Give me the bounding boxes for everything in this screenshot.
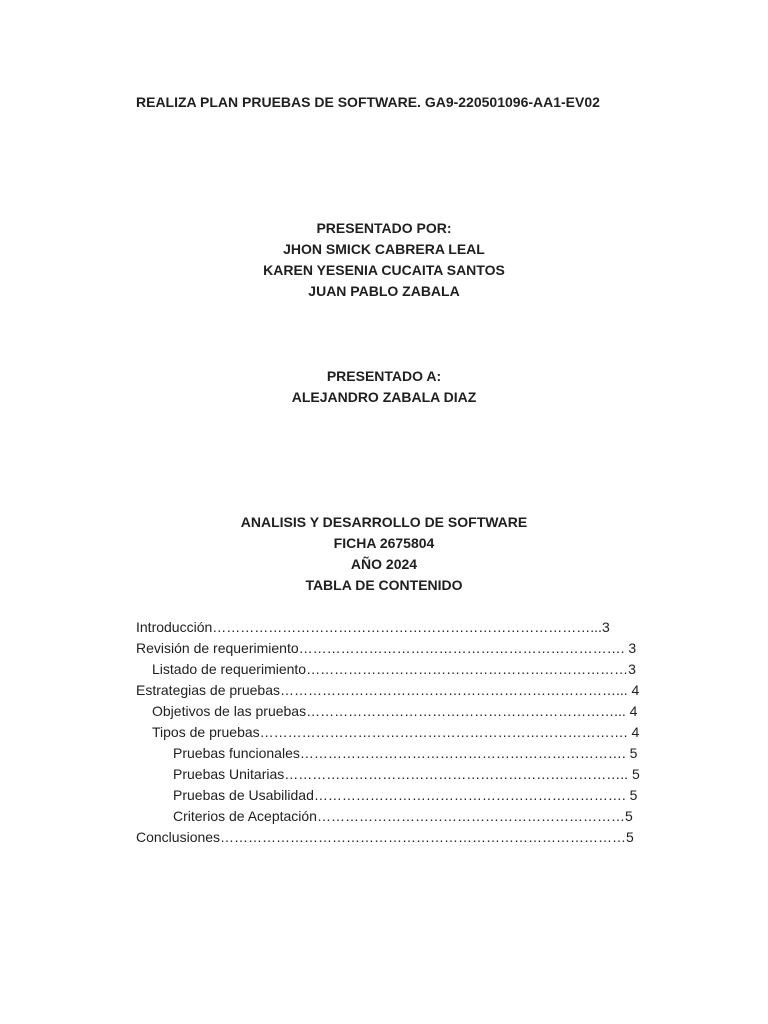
toc-entry-criterios-aceptacion[interactable]: Criterios de Aceptación…………………………………………………………5: [173, 808, 633, 824]
presented-to-section: [0, 366, 768, 408]
instructor-name: ALEJANDRO ZABALA DIAZ: [291, 389, 477, 405]
toc-entry-objetivos-pruebas[interactable]: Objetivos de las pruebas…………………………………………………………... 4: [152, 703, 638, 719]
toc-heading: TABLA DE CONTENIDO: [305, 577, 463, 593]
toc-entry-listado-requerimiento[interactable]: Listado de requerimiento……………………………………………………………3: [152, 661, 636, 677]
toc-entry-introduccion[interactable]: Introducción………………………………………………………………………...3: [136, 619, 610, 635]
toc-entry-conclusiones[interactable]: Conclusiones……………………………………………………………………………5: [136, 829, 634, 845]
presented-by-section: [0, 218, 768, 302]
toc-entry-estrategias-pruebas[interactable]: Estrategias de pruebas………………………………………………………………... 4: [136, 682, 640, 698]
author-name: KAREN YESENIA CUCAITA SANTOS: [263, 262, 505, 278]
presented-to-heading: PRESENTADO A:: [326, 368, 442, 384]
toc-entry-tipos-pruebas[interactable]: Tipos de pruebas……………………………………………………………………. 4: [152, 724, 640, 740]
toc-entry-pruebas-usabilidad[interactable]: Pruebas de Usabilidad…………………………………………………………. 5: [173, 787, 638, 803]
table-of-contents: [136, 617, 640, 848]
ficha-number: FICHA 2675804: [333, 535, 435, 551]
toc-entry-pruebas-unitarias[interactable]: Pruebas Unitarias……………………………………………………………….. 5: [173, 766, 640, 782]
program-section: [0, 512, 768, 596]
author-name: JHON SMICK CABRERA LEAL: [283, 241, 485, 257]
toc-entry-revision-requerimiento[interactable]: Revisión de requerimiento……………………………………………………………. 3: [136, 640, 637, 656]
author-name: JUAN PABLO ZABALA: [308, 283, 460, 299]
document-title: REALIZA PLAN PRUEBAS DE SOFTWARE. GA9-220501096-AA1-EV02: [136, 94, 600, 110]
program-name: ANALISIS Y DESARROLLO DE SOFTWARE: [240, 514, 528, 530]
year: AÑO 2024: [350, 556, 418, 572]
toc-entry-pruebas-funcionales[interactable]: Pruebas funcionales……………………………………………………………. 5: [173, 745, 638, 761]
presented-by-heading: PRESENTADO POR:: [316, 220, 452, 236]
